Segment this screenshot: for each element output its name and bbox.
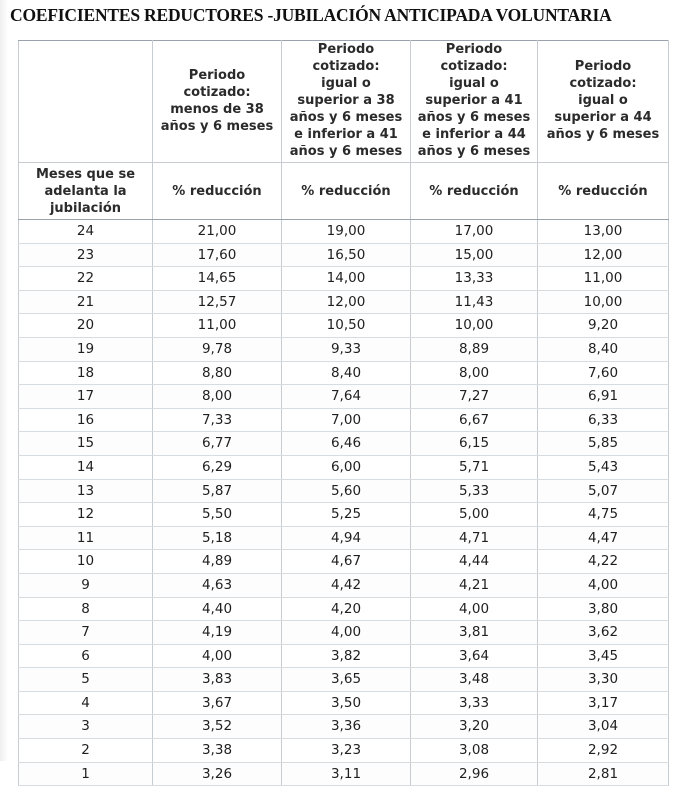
cell-reduction-pct: 14,65 bbox=[153, 267, 282, 291]
cell-months: 24 bbox=[19, 220, 153, 244]
cell-reduction-pct: 3,08 bbox=[411, 739, 538, 763]
cell-reduction-pct: 7,00 bbox=[282, 408, 411, 432]
cell-reduction-pct: 3,20 bbox=[411, 715, 538, 739]
table-row bbox=[19, 573, 669, 597]
table-row bbox=[19, 243, 669, 267]
cell-months: 19 bbox=[19, 337, 153, 361]
cell-reduction-pct: 7,64 bbox=[282, 385, 411, 409]
cell-reduction-pct: 3,83 bbox=[153, 668, 282, 692]
table-row bbox=[19, 337, 669, 361]
cell-months: 8 bbox=[19, 597, 153, 621]
header-period-line: años y 6 meses bbox=[546, 127, 660, 142]
page-edge-shading bbox=[0, 0, 8, 761]
header-sub-text bbox=[24, 166, 147, 217]
page-title: COEFICIENTES REDUCTORES -JUBILACIÓN ANTICIPADA VOLUNTARIA bbox=[10, 5, 612, 25]
cell-reduction-pct: 3,50 bbox=[282, 691, 411, 715]
header-period-line: cotizado: bbox=[183, 84, 251, 100]
cell-months: 2 bbox=[19, 739, 153, 763]
table-row bbox=[19, 503, 669, 527]
cell-months: 6 bbox=[19, 644, 153, 668]
cell-reduction-pct: 5,87 bbox=[153, 479, 282, 503]
cell-reduction-pct: 8,00 bbox=[153, 385, 282, 409]
cell-reduction-pct: 4,00 bbox=[153, 644, 282, 668]
cell-reduction-pct: 4,94 bbox=[282, 526, 411, 550]
cell-reduction-pct: 4,47 bbox=[538, 526, 669, 550]
cell-reduction-pct: 21,00 bbox=[153, 220, 282, 244]
cell-reduction-pct: 8,40 bbox=[538, 337, 669, 361]
cell-reduction-pct: 5,25 bbox=[282, 503, 411, 527]
cell-reduction-pct: 4,67 bbox=[282, 550, 411, 574]
cell-reduction-pct: 8,80 bbox=[153, 361, 282, 385]
cell-reduction-pct: 7,60 bbox=[538, 361, 669, 385]
table-header-row-periods bbox=[19, 41, 669, 163]
table-row bbox=[19, 290, 669, 314]
cell-reduction-pct: 3,82 bbox=[282, 644, 411, 668]
cell-months: 16 bbox=[19, 408, 153, 432]
table-row bbox=[19, 550, 669, 574]
cell-reduction-pct: 10,00 bbox=[411, 314, 538, 338]
header-cell-reduction-3 bbox=[411, 163, 538, 220]
cell-reduction-pct: 3,64 bbox=[411, 644, 538, 668]
cell-months: 3 bbox=[19, 715, 153, 739]
cell-reduction-pct: 5,33 bbox=[411, 479, 538, 503]
cell-reduction-pct: 6,67 bbox=[411, 408, 538, 432]
cell-reduction-pct: 4,00 bbox=[538, 573, 669, 597]
cell-months: 7 bbox=[19, 621, 153, 645]
cell-reduction-pct: 12,00 bbox=[538, 243, 669, 267]
cell-reduction-pct: 12,00 bbox=[282, 290, 411, 314]
header-sub-text bbox=[158, 183, 276, 200]
header-period-text bbox=[288, 41, 404, 160]
table-body bbox=[19, 220, 669, 786]
header-period-text bbox=[544, 58, 662, 143]
cell-months: 22 bbox=[19, 267, 153, 291]
table-row bbox=[19, 220, 669, 244]
header-sub-text bbox=[287, 183, 405, 200]
table-row bbox=[19, 479, 669, 503]
cell-reduction-pct: 3,52 bbox=[153, 715, 282, 739]
cell-reduction-pct: 3,17 bbox=[538, 691, 669, 715]
cell-reduction-pct: 13,00 bbox=[538, 220, 669, 244]
header-sub-line: % reducción bbox=[172, 183, 262, 199]
cell-reduction-pct: 15,00 bbox=[411, 243, 538, 267]
header-sub-line: % reducción bbox=[558, 183, 648, 199]
cell-reduction-pct: 11,00 bbox=[538, 267, 669, 291]
cell-months: 23 bbox=[19, 243, 153, 267]
cell-reduction-pct: 8,89 bbox=[411, 337, 538, 361]
cell-reduction-pct: 3,45 bbox=[538, 644, 669, 668]
header-period-line: cotizado: bbox=[312, 59, 380, 74]
cell-reduction-pct: 5,60 bbox=[282, 479, 411, 503]
cell-reduction-pct: 14,00 bbox=[282, 267, 411, 291]
cell-reduction-pct: 6,00 bbox=[282, 455, 411, 479]
table-row bbox=[19, 432, 669, 456]
cell-months: 20 bbox=[19, 314, 153, 338]
cell-reduction-pct: 2,96 bbox=[411, 762, 538, 786]
cell-months: 12 bbox=[19, 503, 153, 527]
header-period-line: años y 6 meses bbox=[160, 118, 274, 134]
header-sub-line: adelanta la bbox=[44, 183, 127, 199]
cell-reduction-pct: 11,43 bbox=[411, 290, 538, 314]
header-period-line: Periodo bbox=[445, 42, 503, 57]
cell-reduction-pct: 13,33 bbox=[411, 267, 538, 291]
cell-reduction-pct: 6,77 bbox=[153, 432, 282, 456]
table-row bbox=[19, 385, 669, 409]
table-row bbox=[19, 668, 669, 692]
cell-reduction-pct: 5,43 bbox=[538, 455, 669, 479]
cell-reduction-pct: 17,00 bbox=[411, 220, 538, 244]
header-period-line: años y 6 meses bbox=[289, 144, 403, 159]
header-period-line: e inferior a 44 bbox=[422, 127, 526, 142]
cell-reduction-pct: 19,00 bbox=[282, 220, 411, 244]
header-period-line: igual o bbox=[449, 76, 499, 91]
cell-reduction-pct: 6,33 bbox=[538, 408, 669, 432]
cell-reduction-pct: 11,00 bbox=[153, 314, 282, 338]
header-period-text bbox=[417, 41, 531, 160]
cell-reduction-pct: 5,71 bbox=[411, 455, 538, 479]
header-period-line: igual o bbox=[321, 76, 371, 91]
cell-months: 17 bbox=[19, 385, 153, 409]
header-sub-text bbox=[416, 183, 532, 200]
cell-reduction-pct: 6,29 bbox=[153, 455, 282, 479]
header-cell-corner-blank bbox=[19, 41, 153, 163]
cell-reduction-pct: 9,33 bbox=[282, 337, 411, 361]
cell-reduction-pct: 3,65 bbox=[282, 668, 411, 692]
cell-reduction-pct: 3,48 bbox=[411, 668, 538, 692]
header-period-line: superior a 38 bbox=[297, 93, 395, 108]
cell-reduction-pct: 3,11 bbox=[282, 762, 411, 786]
cell-reduction-pct: 4,19 bbox=[153, 621, 282, 645]
header-sub-line: Meses que se bbox=[35, 166, 136, 182]
cell-reduction-pct: 5,00 bbox=[411, 503, 538, 527]
cell-reduction-pct: 4,21 bbox=[411, 573, 538, 597]
table-row bbox=[19, 739, 669, 763]
cell-reduction-pct: 5,85 bbox=[538, 432, 669, 456]
header-sub-line: % reducción bbox=[429, 183, 519, 199]
table-header bbox=[19, 41, 669, 220]
cell-reduction-pct: 7,33 bbox=[153, 408, 282, 432]
cell-reduction-pct: 2,92 bbox=[538, 739, 669, 763]
header-period-line: Periodo bbox=[574, 59, 632, 74]
cell-reduction-pct: 8,00 bbox=[411, 361, 538, 385]
header-period-text bbox=[159, 67, 275, 135]
cell-months: 11 bbox=[19, 526, 153, 550]
table-row bbox=[19, 455, 669, 479]
header-cell-period-4 bbox=[538, 41, 669, 163]
table-row bbox=[19, 314, 669, 338]
cell-reduction-pct: 4,89 bbox=[153, 550, 282, 574]
cell-reduction-pct: 2,81 bbox=[538, 762, 669, 786]
table-row bbox=[19, 621, 669, 645]
header-cell-period-2 bbox=[282, 41, 411, 163]
cell-reduction-pct: 3,38 bbox=[153, 739, 282, 763]
cell-reduction-pct: 7,27 bbox=[411, 385, 538, 409]
header-period-line: igual o bbox=[578, 93, 628, 108]
header-period-line: Periodo bbox=[188, 67, 246, 83]
coefficients-table bbox=[18, 40, 669, 786]
cell-months: 21 bbox=[19, 290, 153, 314]
cell-months: 1 bbox=[19, 762, 153, 786]
cell-reduction-pct: 3,04 bbox=[538, 715, 669, 739]
cell-months: 15 bbox=[19, 432, 153, 456]
cell-reduction-pct: 10,00 bbox=[538, 290, 669, 314]
cell-reduction-pct: 12,57 bbox=[153, 290, 282, 314]
cell-reduction-pct: 8,40 bbox=[282, 361, 411, 385]
header-period-line: superior a 41 bbox=[425, 93, 523, 108]
coefficients-table-container bbox=[18, 40, 668, 786]
cell-months: 10 bbox=[19, 550, 153, 574]
header-period-line: Periodo bbox=[317, 42, 375, 57]
cell-months: 13 bbox=[19, 479, 153, 503]
cell-reduction-pct: 4,63 bbox=[153, 573, 282, 597]
cell-reduction-pct: 3,80 bbox=[538, 597, 669, 621]
cell-months: 18 bbox=[19, 361, 153, 385]
cell-reduction-pct: 4,75 bbox=[538, 503, 669, 527]
cell-reduction-pct: 4,40 bbox=[153, 597, 282, 621]
header-cell-reduction-2 bbox=[282, 163, 411, 220]
header-cell-period-3 bbox=[411, 41, 538, 163]
cell-reduction-pct: 4,42 bbox=[282, 573, 411, 597]
header-cell-months-advanced bbox=[19, 163, 153, 220]
header-period-line: superior a 44 bbox=[554, 110, 652, 125]
cell-reduction-pct: 3,81 bbox=[411, 621, 538, 645]
cell-reduction-pct: 3,36 bbox=[282, 715, 411, 739]
header-period-line: años y 6 meses bbox=[289, 110, 403, 125]
cell-reduction-pct: 3,62 bbox=[538, 621, 669, 645]
cell-reduction-pct: 9,78 bbox=[153, 337, 282, 361]
cell-reduction-pct: 6,91 bbox=[538, 385, 669, 409]
cell-months: 4 bbox=[19, 691, 153, 715]
cell-reduction-pct: 16,50 bbox=[282, 243, 411, 267]
cell-reduction-pct: 9,20 bbox=[538, 314, 669, 338]
cell-months: 14 bbox=[19, 455, 153, 479]
table-row bbox=[19, 361, 669, 385]
cell-reduction-pct: 5,18 bbox=[153, 526, 282, 550]
cell-reduction-pct: 4,22 bbox=[538, 550, 669, 574]
header-cell-reduction-4 bbox=[538, 163, 669, 220]
table-row bbox=[19, 267, 669, 291]
table-row bbox=[19, 644, 669, 668]
cell-months: 5 bbox=[19, 668, 153, 692]
header-sub-line: jubilación bbox=[49, 200, 122, 216]
cell-reduction-pct: 4,71 bbox=[411, 526, 538, 550]
table-row bbox=[19, 526, 669, 550]
header-sub-text bbox=[543, 183, 663, 200]
cell-reduction-pct: 6,15 bbox=[411, 432, 538, 456]
table-row bbox=[19, 597, 669, 621]
cell-reduction-pct: 3,26 bbox=[153, 762, 282, 786]
cell-reduction-pct: 4,44 bbox=[411, 550, 538, 574]
header-sub-line: % reducción bbox=[301, 183, 391, 199]
header-period-line: años y 6 meses bbox=[417, 110, 531, 125]
header-period-line: años y 6 meses bbox=[417, 144, 531, 159]
header-cell-reduction-1 bbox=[153, 163, 282, 220]
cell-reduction-pct: 4,20 bbox=[282, 597, 411, 621]
cell-reduction-pct: 10,50 bbox=[282, 314, 411, 338]
table-row bbox=[19, 762, 669, 786]
cell-reduction-pct: 4,00 bbox=[282, 621, 411, 645]
cell-months: 9 bbox=[19, 573, 153, 597]
cell-reduction-pct: 4,00 bbox=[411, 597, 538, 621]
cell-reduction-pct: 6,46 bbox=[282, 432, 411, 456]
table-row bbox=[19, 715, 669, 739]
header-period-line: menos de 38 bbox=[170, 101, 264, 117]
header-period-line: e inferior a 41 bbox=[294, 127, 398, 142]
header-period-line: cotizado: bbox=[569, 76, 637, 91]
header-period-line: cotizado: bbox=[440, 59, 508, 74]
cell-reduction-pct: 3,30 bbox=[538, 668, 669, 692]
cell-reduction-pct: 3,33 bbox=[411, 691, 538, 715]
table-row bbox=[19, 691, 669, 715]
cell-reduction-pct: 5,50 bbox=[153, 503, 282, 527]
cell-reduction-pct: 3,23 bbox=[282, 739, 411, 763]
table-header-row-subheaders bbox=[19, 163, 669, 220]
cell-reduction-pct: 3,67 bbox=[153, 691, 282, 715]
cell-reduction-pct: 17,60 bbox=[153, 243, 282, 267]
header-cell-period-1 bbox=[153, 41, 282, 163]
table-row bbox=[19, 408, 669, 432]
cell-reduction-pct: 5,07 bbox=[538, 479, 669, 503]
